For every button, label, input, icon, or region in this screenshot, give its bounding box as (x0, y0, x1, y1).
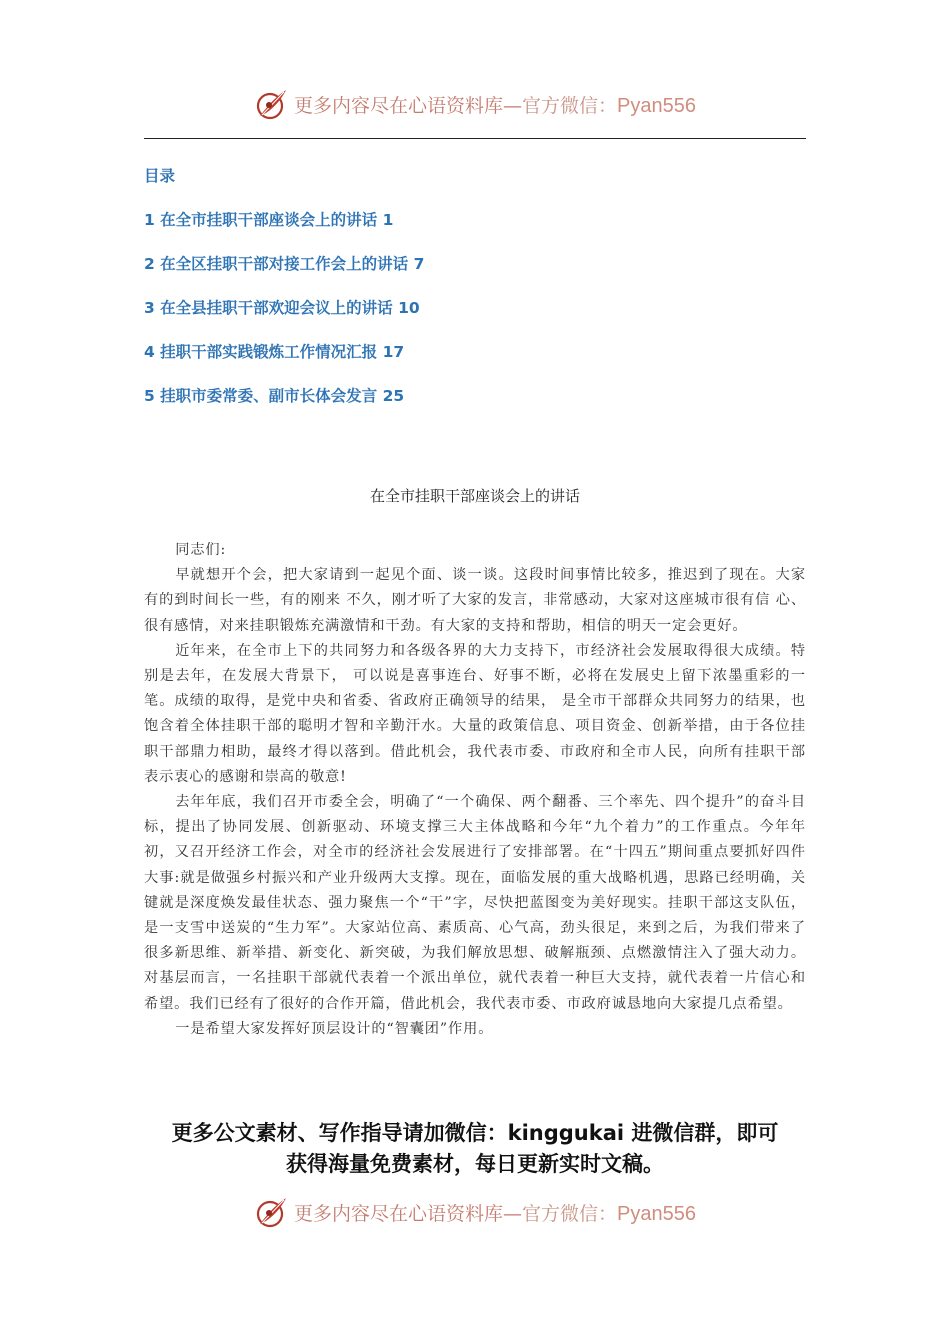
promo-notice (144, 1118, 806, 1180)
promo-line-2: 获得海量免费素材，每日更新实时文稿。 (286, 1152, 664, 1176)
banner-dash: — (503, 1202, 523, 1225)
body-paragraph: 去年年底，我们召开市委全会，明确了“一个确保、两个翻番、三个率先、四个提升”的奋斗目标，提出了协同发展、创新驱动、环境支撑三大主体战略和今年“九个着力”的工作重点。今年年初，又召开经济工作会，对全市的经济社会发展进行了安排部署。在“十四五”期间重点要抓好四件大事:就是做强乡村振兴和产业升级两大支撑。现在，面临发展的重大战略机遇，思路已经明确，关键就是深度焕发最佳状态、强力聚焦一个“干”字，尽快把蓝图变为美好现实。挂职干部这支队伍，是一支雪中送炭的“生力军”。大家站位高、素质高、心气高，劲头很足，来到之后，为我们带来了很多新思维、新举措、新变化、新突破，为我们解放思想、破解瓶颈、点燃激情注入了强大动力。对基层而言，一名挂职干部就代表着一个派出单位，就代表着一种巨大支持，就代表着一片信心和希望。我们已经有了很好的合作开篇，借此机会，我代表市委、市政府诚恳地向大家提几点希望。 (144, 794, 806, 1012)
footer-banner (0, 1192, 950, 1232)
toc-item-2[interactable]: 2 在全区挂职干部对接工作会上的讲话 7 (144, 255, 425, 273)
body-paragraph: 近年来，在全市上下的共同努力和各级各界的大力支持下，市经济社会发展取得很大成绩。特别是去年，在发展大背景下， 可以说是喜事连台、好事不断，必将在发展史上留下浓墨重彩的一笔。成绩的取得，是党中央和省委、省政府正确领导的结果， 是全市干部群众共同努力的结果，也饱含着全体挂职干部的聪明才智和辛勤汗水。大量的政策信息、项目资金、创新举措，由于各位挂职干部鼎力相助，最终才得以落到。借此机会，我代表市委、市政府和全市人民，向所有挂职干部表示衷心的感谢和崇高的敬意! (144, 642, 806, 785)
banner-wechat-label: 官方微信： (522, 1202, 618, 1225)
quill-logo-icon (254, 86, 290, 122)
toc-title: 目录 (144, 167, 176, 185)
speech-body (144, 538, 806, 1042)
quill-logo-icon (254, 1194, 290, 1230)
toc-item-3[interactable]: 3 在全县挂职干部欢迎会议上的讲话 10 (144, 299, 420, 317)
banner-site: 更多内容尽在心语资料库 (294, 94, 504, 117)
banner-account: Pyan556 (617, 94, 696, 117)
banner-dash: — (503, 94, 523, 117)
header-banner (0, 84, 950, 124)
body-paragraph: 一是希望大家发挥好顶层设计的“智囊团”作用。 (175, 1020, 494, 1037)
banner-account: Pyan556 (617, 1202, 696, 1225)
banner-wechat-label: 官方微信： (522, 94, 618, 117)
toc-item-1[interactable]: 1 在全市挂职干部座谈会上的讲话 1 (144, 211, 394, 229)
salutation: 同志们: (175, 542, 227, 558)
promo-line-1: 更多公文素材、写作指导请加微信：kinggukai 进微信群，即可 (171, 1121, 779, 1145)
table-of-contents (144, 164, 424, 428)
speech-title: 在全市挂职干部座谈会上的讲话 (369, 487, 580, 505)
banner-text (294, 91, 696, 118)
banner-text (294, 1199, 696, 1226)
banner-inner (254, 86, 696, 122)
toc-item-4[interactable]: 4 挂职干部实践锻炼工作情况汇报 17 (144, 343, 405, 361)
banner-site: 更多内容尽在心语资料库 (294, 1202, 504, 1225)
header-rule (144, 138, 806, 139)
banner-inner (254, 1194, 696, 1230)
body-paragraph: 早就想开个会，把大家请到一起见个面、谈一谈。这段时间事情比较多，推迟到了现在。大家有的到时间长一些，有的刚来 不久，刚才听了大家的发言，非常感动，大家对这座城市很有信 心、很有感情，对来挂职锻炼充满激情和干劲。有大家的支持和帮助，相信的明天一定会更好。 (144, 567, 806, 634)
toc-item-5[interactable]: 5 挂职市委常委、副市长体会发言 25 (144, 387, 405, 405)
